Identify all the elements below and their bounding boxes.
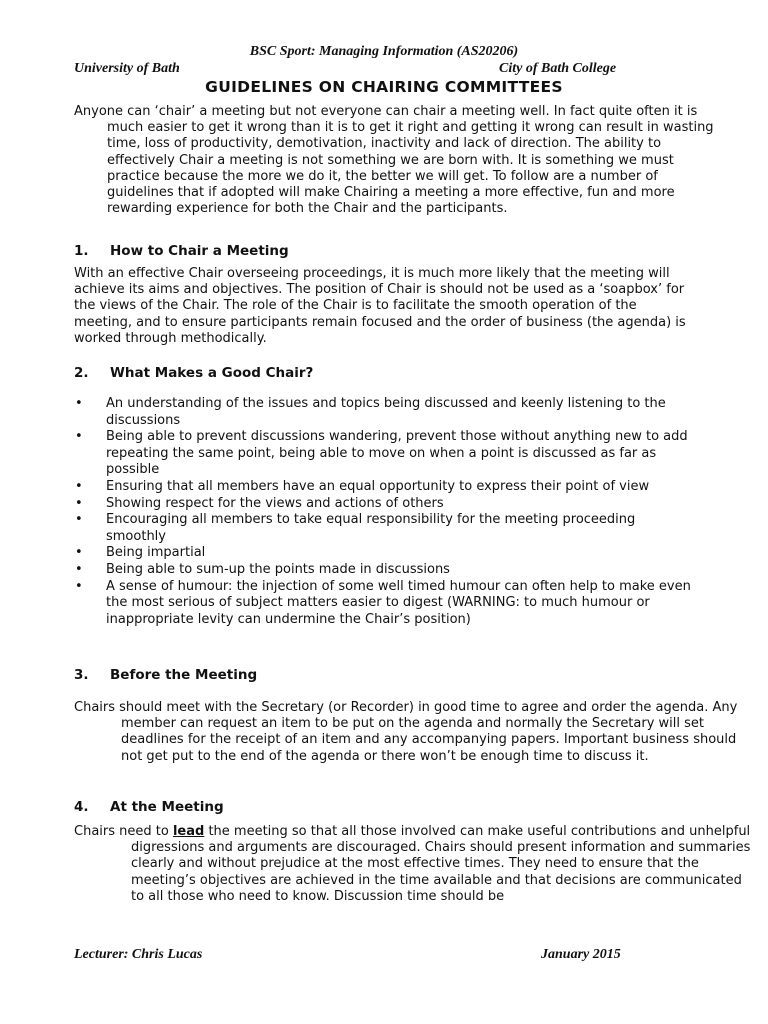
lecturer-footer: Lecturer: Chris Lucas — [74, 947, 203, 962]
section-number: 2. — [74, 365, 89, 381]
section-number: 3. — [74, 667, 89, 683]
section-1-heading — [74, 243, 289, 259]
college-label: City of Bath College — [499, 61, 617, 76]
university-label: University of Bath — [74, 61, 180, 76]
document-title: GUIDELINES ON CHAIRING COMMITTEES — [205, 78, 563, 96]
section-3-body: Chairs should meet with the Secretary (or Recorder) in good time to agree and order the agenda. Any member can request an item to be put on the agenda and normally the Secretary will set deadlines for the receipt of an item and any accompanying papers. Important business should not get put to the end of the agenda or there won’t be enough time to discuss it. — [74, 700, 738, 764]
bullet-icon: • — [75, 495, 83, 511]
section-4-body: Chairs need to lead the meeting so that all those involved can make useful contributions and unhelpful digressions and arguments are discouraged. Chairs should present information and summaries clearly and without prejudice at the most effective times. They need to ensure that the meeting’s objectives are achieved in the time available and that decisions are communicated to all those who need to know. Discussion time should be — [74, 824, 751, 904]
intro-paragraph: Anyone can ‘chair’ a meeting but not everyone can chair a meeting well. In fact quite often it is much easier to get it wrong than it is to get it right and getting it wrong can result in wasting time, loss of productivity, demotivation, inactivity and lack of direction. The ability to effectively Chair a meeting is not something we are born with. It is something we must practice because the more we do it, the better we will get. To follow are a number of guidelines that if adopted will make Chairing a meeting a more effective, fun and more rewarding experience for both the Chair and the participants. — [74, 104, 714, 217]
list-item: • A sense of humour: the injection of some well timed humour can often help to make even the most serious of subject matters easier to digest (WARNING: to much humour or inappropriate levity can undermine the Chair’s position) — [75, 578, 691, 627]
bullet-icon: • — [75, 396, 83, 411]
bullet-icon: • — [75, 545, 83, 561]
section-4-heading — [74, 799, 224, 815]
section-title: How to Chair a Meeting — [110, 243, 289, 259]
good-chair-bullet-list — [74, 396, 694, 628]
section-1-body: With an effective Chair overseeing proceedings, it is much more likely that the meeting will achieve its aims and objectives. The position of Chair is should not be used as a ‘soapbox’ for the views of the Chair. The role of the Chair is to facilitate the smooth operation of the meeting, and to ensure participants remain focused and the order of business (the agenda) is worked through methodically. — [74, 266, 686, 346]
list-item: • Ensuring that all members have an equal opportunity to express their point of view — [75, 478, 650, 494]
section-title: What Makes a Good Chair? — [110, 365, 314, 381]
date-footer: January 2015 — [541, 947, 621, 962]
course-header: BSC Sport: Managing Information (AS20206) — [249, 44, 519, 59]
list-item: • Showing respect for the views and actions of others — [75, 495, 444, 511]
bullet-icon: • — [75, 561, 83, 577]
section-number: 1. — [74, 243, 89, 259]
bullet-icon: • — [75, 578, 83, 594]
section-number: 4. — [74, 799, 89, 815]
section-title: At the Meeting — [110, 799, 224, 815]
bullet-icon: • — [75, 512, 83, 528]
list-item: • Being impartial — [75, 545, 206, 561]
list-item: • Being able to prevent discussions wandering, prevent those without anything new to add repeating the same point, being able to move on when a point is discussed as far as possible — [75, 429, 688, 478]
bullet-icon: • — [75, 478, 83, 494]
section-3-heading — [74, 667, 257, 683]
list-item: • Encouraging all members to take equal responsibility for the meeting proceeding smoothly — [75, 512, 636, 544]
section-2-heading — [74, 365, 313, 381]
section-title: Before the Meeting — [110, 667, 258, 683]
list-item: • Being able to sum-up the points made in discussions — [75, 561, 450, 577]
lead-emphasis: lead — [172, 824, 205, 839]
list-item: • An understanding of the issues and topics being discussed and keenly listening to the discussions — [75, 396, 666, 428]
bullet-icon: • — [75, 429, 83, 445]
